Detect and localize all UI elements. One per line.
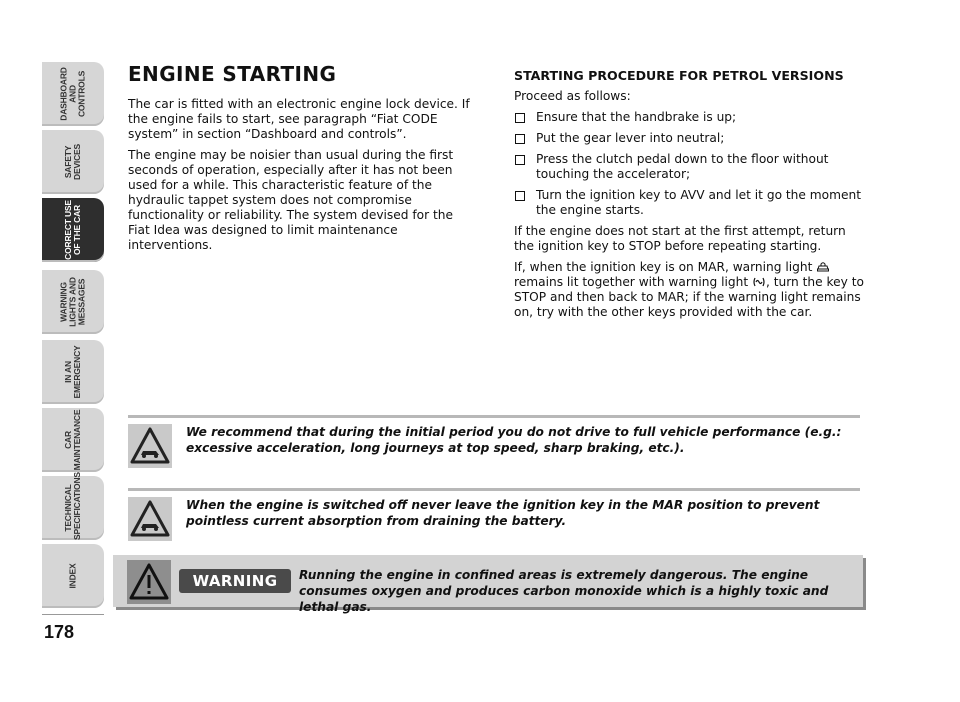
tab-car-maintenance[interactable]: [42, 408, 104, 472]
procedure-step: [514, 188, 864, 218]
tab-label: WARNING LIGHTS AND MESSAGES: [58, 277, 87, 327]
procedure-step: [514, 131, 864, 146]
section-heading: STARTING PROCEDURE FOR PETROL VERSIONS: [514, 68, 844, 83]
note-text: When the engine is switched off never leave the ignition key in the MAR position to prevent pointless current absorption from draining the battery.: [186, 498, 820, 528]
page-number-divider: [42, 614, 104, 615]
warning-box: [113, 555, 863, 614]
tab-safety-devices[interactable]: [42, 130, 104, 194]
restart-paragraph: If the engine does not start at the first attempt, return the ignition key to STOP before repeating starting.: [514, 224, 846, 253]
tab-dashboard-controls[interactable]: [42, 62, 104, 126]
exclamation-triangle-icon: [127, 560, 171, 604]
car-lock-icon: [816, 261, 830, 273]
tab-technical-specs[interactable]: [42, 472, 104, 540]
tab-label: TECHNICAL SPECIFICATIONS: [63, 472, 82, 540]
left-column: [128, 62, 478, 259]
procedure-intro: Proceed as follows:: [514, 89, 631, 103]
warning-light-paragraph: [514, 260, 864, 320]
tab-index[interactable]: [42, 544, 104, 608]
warning-label: WARNING: [192, 572, 278, 590]
checkbox-bullet-icon: [515, 134, 525, 144]
warning-badge: [179, 569, 291, 593]
note-divider: [128, 488, 860, 491]
tab-label: IN AN EMERGENCY: [63, 345, 82, 399]
step-text: Press the clutch pedal down to the floor without touching the accelerator;: [536, 152, 829, 181]
procedure-step: [514, 152, 864, 182]
step-text: Put the gear lever into neutral;: [536, 131, 725, 145]
checkbox-bullet-icon: [515, 191, 525, 201]
paragraph-text: If, when the ignition key is on MAR, warning light: [514, 260, 813, 274]
tab-warning-lights[interactable]: [42, 270, 104, 334]
page-title: ENGINE STARTING: [128, 62, 337, 86]
paragraph-text: , turn the key to STOP and then back to MAR; if the warning light remains on, try with the other keys provided with the car.: [514, 275, 864, 319]
step-text: Turn the ignition key to AVV and let it go the moment the engine starts.: [536, 188, 861, 217]
page-number: 178: [44, 622, 75, 642]
paragraph-text: remains lit together with warning light: [514, 275, 749, 289]
tab-label: DASHBOARD AND CONTROLS: [58, 67, 87, 121]
step-text: Ensure that the handbrake is up;: [536, 110, 737, 124]
tab-label: CORRECT USE OF THE CAR: [63, 200, 82, 260]
noise-paragraph: The engine may be noisier than usual during the first seconds of operation, especially after it has not been used for a while. This characteristic feature of the hydraulic tappet system does not compromise functionality or reliability. The system devised for the Fiat Idea was designed to limit maintenance interventions.: [128, 148, 454, 252]
tab-correct-use[interactable]: [42, 198, 104, 262]
tab-label: CAR MAINTENANCE: [63, 409, 82, 471]
warning-text: Running the engine in confined areas is extremely dangerous. The engine consumes oxygen and produces carbon monoxide which is a highly toxic and lethal gas.: [299, 568, 829, 614]
procedure-step: [514, 110, 864, 125]
triangle-car-icon: [128, 424, 172, 468]
note-divider: [128, 415, 860, 418]
note-text: We recommend that during the initial period you do not drive to full vehicle performance (e.g.: excessive acceleration, long journeys at top speed, sharp braking, etc.).: [186, 425, 842, 455]
tab-label: SAFETY DEVICES: [63, 144, 82, 180]
right-column: [514, 68, 864, 326]
triangle-car-icon: [128, 497, 172, 541]
glow-plug-icon: [752, 276, 766, 288]
checkbox-bullet-icon: [515, 155, 525, 165]
intro-paragraph: The car is fitted with an electronic engine lock device. If the engine fails to start, see paragraph “Fiat CODE system” in section “Dashboard and controls”.: [128, 97, 470, 141]
checkbox-bullet-icon: [515, 113, 525, 123]
tab-emergency[interactable]: [42, 340, 104, 404]
tab-label: INDEX: [67, 563, 78, 589]
